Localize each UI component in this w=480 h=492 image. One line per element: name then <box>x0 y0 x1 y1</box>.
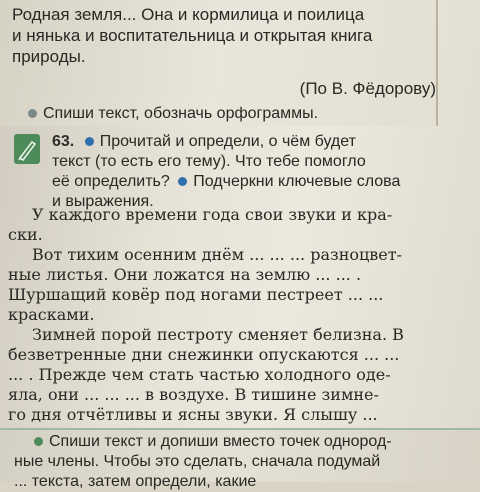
text-line-10: яла, они ... ... ... в воздухе. В тишине зимне- <box>8 385 379 404</box>
text-line-7: Зимней порой пестроту сменяет белизна. В <box>32 325 404 344</box>
text-line-4: ные листья. Они ложатся на землю ... ... . <box>8 265 362 284</box>
read-bullet-icon <box>85 137 94 146</box>
bullet-icon <box>28 109 37 118</box>
exercise-line-1: Прочитай и определи, о чём будет <box>99 133 356 150</box>
exercise-line-4: Подчеркни ключевые слова <box>193 173 401 190</box>
text-line-1: У каждого времени года свои звуки и кра- <box>32 205 393 224</box>
next-task-line-1: Спиши текст и допиши вместо точек однород- <box>49 433 392 450</box>
source-attribution: (По В. Фёдорову) <box>299 79 436 98</box>
next-task-line-3: ... текста, затем определи, какие <box>14 473 257 490</box>
exercise-line-5: и выражения. <box>52 193 154 210</box>
top-line-3: природы. <box>12 47 86 66</box>
previous-task <box>28 104 448 124</box>
previous-task-text: Спиши текст, обозначь орфограммы. <box>43 105 319 122</box>
text-line-9: ... . Прежде чем стать частью холодного оде- <box>8 365 391 384</box>
text-line-2: ски. <box>8 225 43 244</box>
top-line-2: и нянька и воспитательница и открытая книга <box>12 26 373 45</box>
text-line-6: красками. <box>8 305 95 324</box>
text-line-5: Шуршащий ковёр под ногами пестреет ... ... <box>8 285 384 304</box>
green-bullet-icon <box>34 437 43 446</box>
exercise-line-2: текст (то есть его тему). Что тебе помогло <box>52 153 366 170</box>
top-line-1: Родная земля... Она и кормилица и поилица <box>12 5 365 24</box>
exercise-line-3: её определить? <box>52 173 170 190</box>
next-task-line-2: ные члены. Чтобы это сделать, сначала подумай <box>14 453 381 470</box>
text-line-8: безветренные дни снежинки опускаются ... ... <box>8 345 400 364</box>
text-line-3: Вот тихим осенним днём ... ... ... разноцвет- <box>32 245 403 264</box>
pen-task-icon <box>14 134 40 164</box>
underline-bullet-icon <box>178 177 187 186</box>
exercise-number: 63. <box>52 133 75 150</box>
text-line-11: го дня отчётливы и ясны звуки. Я слышу ... <box>8 405 378 424</box>
